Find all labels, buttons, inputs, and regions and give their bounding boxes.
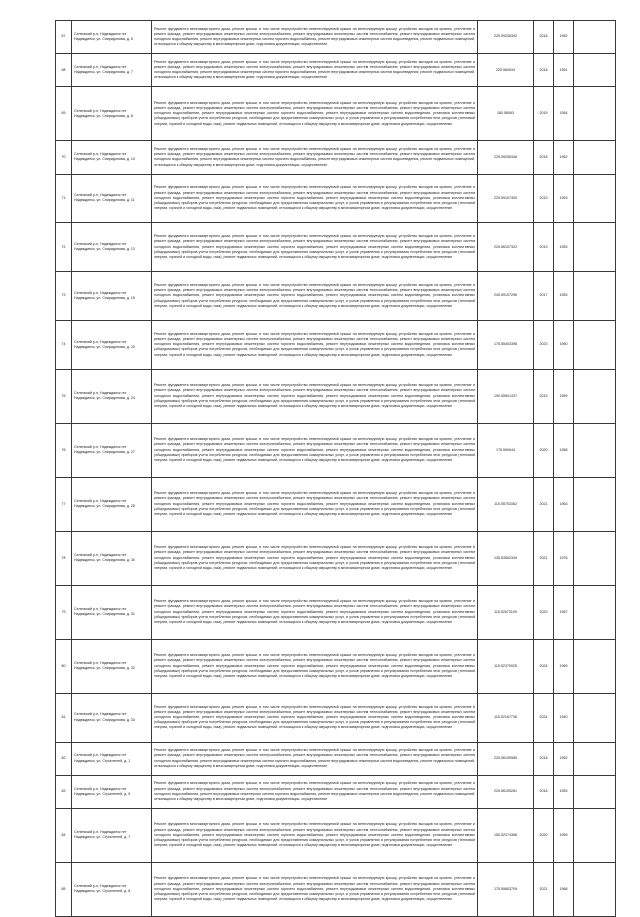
address-cell: Селенский р-н, Надеждинск пгт Надеждинск, ул. Спиридонова, д. 5 (72, 21, 152, 54)
empty-cell (574, 742, 616, 775)
row-number: 69 (56, 87, 72, 141)
address-cell: Селенский р-н, Надеждинск пгт Надеждинск, ул. Спиридонова, д. 28 (72, 477, 152, 531)
works-cell: Ремонт фундамента многоквартирного дома, ремонт крыши, в том числе переустройство невентилируемой крыши на вентилируемую крышу, устройство выходов на кровлю, утепление и ремонт фасада, ремонт внутридомовых инженерных систем электроснабжения, ремонт внутридомовых инженерных систем теплоснабжения, ремонт внутридомовых инженерных систем холодного водоснабжения, ремонт внутридомовых инженерных систем горячего водоснабжения, ремонт внутридомовых инженерных систем водоотведения, установка коллективных (общедомовых) приборов учета потребления ресурсов, необходимых для предоставления коммунальных услуг, и узлов управления и регулирования потребления этих ресурсов (тепловой энергии, горячей и холодной воды, газа), ремонт подвальных помещений, относящихся к общему имуществу в многоквартирном доме, подготовка документации, осуществление (152, 693, 478, 742)
cadastral-value-cell: 115.55703352 (478, 477, 534, 531)
works-cell: Ремонт фундамента многоквартирного дома, ремонт крыши, в том числе переустройство невентилируемой крыши на вентилируемую крышу, устройство выходов на кровлю, утепление и ремонт фасада, ремонт внутридомовых инженерных систем электроснабжения, ремонт внутридомовых инженерных систем теплоснабжения, ремонт внутридомовых инженерных систем холодного водоснабжения, ремонт внутридомовых инженерных систем горячего водоснабжения, ремонт внутридомовых инженерных систем водоотведения, установка коллективных (общедомовых) приборов учета потребления ресурсов, необходимых для предоставления коммунальных услуг, и узлов управления и регулирования потребления этих ресурсов (тепловой энергии, горячей и холодной воды, газа), ремонт подвальных помещений, относящихся к общему имуществу в многоквартирном доме, подготовка документации, осуществление (152, 639, 478, 693)
address-cell: Селенский р-н, Надеждинск пгт Надеждинск, ул. Спиридонова, д. 33 (72, 693, 152, 742)
table-row (56, 423, 616, 477)
cadastral-value-cell: 225.59208346 (478, 141, 534, 174)
address-cell: Селенский р-н, Надеждинск пгт Надеждинск, ул. Спиридонова, д. 11 (72, 174, 152, 223)
works-cell: Ремонт фундамента многоквартирного дома, ремонт крыши, в том числе переустройство невентилируемой крыши на вентилируемую крышу, устройство выходов на кровлю, утепление и ремонт фасада, ремонт внутридомовых инженерных систем электроснабжения, ремонт внутридомовых инженерных систем теплоснабжения, ремонт внутридомовых инженерных систем холодного водоснабжения, ремонт внутридомовых инженерных систем горячего водоснабжения, ремонт внутридомовых инженерных систем водоотведения, установка коллективных (общедомовых) приборов учета потребления ресурсов, необходимых для предоставления коммунальных услуг, и узлов управления и регулирования потребления этих ресурсов (тепловой энергии, горячей и холодной воды, газа), ремонт подвальных помещений, относящихся к общему имуществу в многоквартирном доме, подготовка документации, осуществление (152, 87, 478, 141)
empty-cell (574, 775, 616, 808)
empty-cell (574, 693, 616, 742)
address-cell: Селенский р-н, Надеждинск пгт Надеждинск, ул. Спиридонова, д. 8 (72, 87, 152, 141)
cadastral-value-cell: 115.52673109 (478, 585, 534, 639)
row-number: 68 (56, 54, 72, 87)
build-year-cell: 1969 (554, 639, 574, 693)
cadastral-value-cell: 190.55501437 (478, 369, 534, 423)
works-cell: Ремонт фундамента многоквартирного дома, ремонт крыши, в том числе переустройство невентилируемой крыши на вентилируемую крышу, устройство выходов на кровлю, утепление и ремонт фасада, ремонт внутридомовых инженерных систем электроснабжения, ремонт внутридомовых инженерных систем теплоснабжения, ремонт внутридомовых инженерных систем холодного водоснабжения, ремонт внутридомовых инженерных систем горячего водоснабжения, ремонт внутридомовых инженерных систем водоотведения, установка коллективных (общедомовых) приборов учета потребления ресурсов, необходимых для предоставления коммунальных услуг, и узлов управления и регулирования потребления этих ресурсов (тепловой энергии, горячей и холодной воды, газа), ремонт подвальных помещений, относящихся к общему имуществу в многоквартирном доме, подготовка документации, осуществление (152, 477, 478, 531)
table-row (56, 585, 616, 639)
cadastral-value-cell: 115.52370925 (478, 639, 534, 693)
works-cell: Ремонт фундамента многоквартирного дома, ремонт крыши, в том числе переустройство невентилируемой крыши на вентилируемую крышу, устройство выходов на кровлю, утепление и ремонт фасада, ремонт внутридомовых инженерных систем электроснабжения, ремонт внутридомовых инженерных систем теплоснабжения, ремонт внутридомовых инженерных систем холодного водоснабжения, ремонт внутридомовых инженерных систем горячего водоснабжения, ремонт внутридомовых инженерных систем водоотведения, установка коллективных (общедомовых) приборов учета потребления ресурсов, необходимых для предоставления коммунальных услуг, и узлов управления и регулирования потребления этих ресурсов (тепловой энергии, горячей и холодной воды, газа), ремонт подвальных помещений, относящихся к общему имуществу в многоквартирном доме, подготовка документации, осуществление (152, 862, 478, 916)
row-number: 72 (56, 223, 72, 272)
build-year-cell: 1940 (554, 693, 574, 742)
table-row (56, 223, 616, 272)
address-cell: Селенский р-н, Надеждинск пгт Надеждинск, ул. Спиридонова, д. 20 (72, 320, 152, 369)
address-cell: Селенский р-н, Надеждинск пгт Надеждинск, ул. Спиридонова, д. 30 (72, 531, 152, 585)
cadastral-value-cell: 225.56107322 (478, 223, 534, 272)
address-cell: Селенский р-н, Надеждинск пгт Надеждинск, ул. Спиридонова, д. 15 (72, 272, 152, 321)
build-year-cell: 1967 (554, 585, 574, 639)
build-year-cell: 1954 (554, 87, 574, 141)
row-number: 85 (56, 862, 72, 916)
build-year-cell: 1963 (554, 477, 574, 531)
cadastral-value-cell: 175.590644 (478, 423, 534, 477)
empty-cell (574, 585, 616, 639)
address-cell: Селенский р-н, Надеждинск пгт Надеждинск, ул. Спиридонова, д. 13 (72, 223, 152, 272)
row-number: 75 (56, 369, 72, 423)
row-number: 73 (56, 272, 72, 321)
planned-year-cell: 2021 (534, 531, 554, 585)
table-row (56, 21, 616, 54)
address-cell: Селенский р-н, Надеждинск пгт Надеждинск, ул. Строителей, д. 7 (72, 808, 152, 862)
row-number: 83 (56, 775, 72, 808)
planned-year-cell: 2020 (534, 808, 554, 862)
row-number: 81 (56, 693, 72, 742)
table-row (56, 369, 616, 423)
row-number: 84 (56, 808, 72, 862)
works-cell: Ремонт фундамента многоквартирного дома, ремонт крыши, в том числе переустройство невентилируемой крыши на вентилируемую крышу, устройство выходов на кровлю, утепление и ремонт фасада, ремонт внутридомовых инженерных систем электроснабжения, ремонт внутридомовых инженерных систем теплоснабжения, ремонт внутридомовых инженерных систем холодного водоснабжения, ремонт внутридомовых инженерных систем горячего водоснабжения, ремонт внутридомовых инженерных систем водоотведения, установка коллективных (общедомовых) приборов учета потребления ресурсов, необходимых для предоставления коммунальных услуг, и узлов управления и регулирования потребления этих ресурсов (тепловой энергии, горячей и холодной воды, газа), ремонт подвальных помещений, относящихся к общему имуществу в многоквартирном доме, подготовка документации, осуществление (152, 531, 478, 585)
cadastral-value-cell: 180.56063 (478, 87, 534, 141)
cadastral-value-cell: 115.52167736 (478, 693, 534, 742)
planned-year-cell: 2017 (534, 272, 554, 321)
row-number: 74 (56, 320, 72, 369)
planned-year-cell: 2024 (534, 639, 554, 693)
row-number: 77 (56, 477, 72, 531)
empty-cell (574, 808, 616, 862)
row-number: 78 (56, 531, 72, 585)
row-number: 80 (56, 639, 72, 693)
planned-year-cell: 2021 (534, 477, 554, 531)
empty-cell (574, 639, 616, 693)
empty-cell (574, 223, 616, 272)
cadastral-value-cell: 225.56105281 (478, 775, 534, 808)
empty-cell (574, 862, 616, 916)
empty-cell (574, 272, 616, 321)
table-row (56, 808, 616, 862)
works-cell: Ремонт фундамента многоквартирного дома, ремонт крыши, в том числе переустройство невентилируемой крыши на вентилируемую крышу, устройство выходов на кровлю, утепление и ремонт фасада, ремонт внутридомовых инженерных систем электроснабжения, ремонт внутридомовых инженерных систем теплоснабжения, ремонт внутридомовых инженерных систем холодного водоснабжения, ремонт внутридомовых инженерных систем горячего водоснабжения, ремонт внутридомовых инженерных систем водоотведения, установка коллективных (общедомовых) приборов учета потребления ресурсов, необходимых для предоставления коммунальных услуг, и узлов управления и регулирования потребления этих ресурсов (тепловой энергии, горячей и холодной воды, газа), ремонт подвальных помещений, относящихся к общему имуществу в многоквартирном доме, подготовка документации, осуществление (152, 585, 478, 639)
build-year-cell: 1953 (554, 223, 574, 272)
build-year-cell: 1976 (554, 531, 574, 585)
cadastral-value-cell: 175.55403398 (478, 320, 534, 369)
planned-year-cell: 2024 (534, 693, 554, 742)
address-cell: Селенский р-н, Надеждинск пгт Надеждинск, ул. Спиридонова, д. 10 (72, 141, 152, 174)
table-row (56, 639, 616, 693)
address-cell: Селенский р-н, Надеждинск пгт Надеждинск, ул. Спиридонова, д. 32 (72, 639, 152, 693)
build-year-cell: 1960 (554, 320, 574, 369)
build-year-cell: 1951 (554, 54, 574, 87)
row-number: 70 (56, 141, 72, 174)
empty-cell (574, 174, 616, 223)
build-year-cell: 1952 (554, 141, 574, 174)
planned-year-cell: 2020 (534, 423, 554, 477)
address-cell: Селенский р-н, Надеждинск пгт Надеждинск, ул. Спиридонова, д. 24 (72, 369, 152, 423)
empty-cell (574, 477, 616, 531)
row-number: 79 (56, 585, 72, 639)
address-cell: Селенский р-н, Надеждинск пгт Надеждинск, ул. Спиридонова, д. 31 (72, 585, 152, 639)
works-cell: Ремонт фундамента многоквартирного дома, ремонт крыши, в том числе переустройство невентилируемой крыши на вентилируемую крышу, устройство выходов на кровлю, утепление и ремонт фасада, ремонт внутридомовых инженерных систем электроснабжения, ремонт внутридомовых инженерных систем теплоснабжения, ремонт внутридомовых инженерных систем холодного водоснабжения, ремонт внутридомовых инженерных систем горячего водоснабжения, ремонт внутридомовых инженерных систем водоотведения, ремонт подвальных помещений, относящихся к общему имуществу в многоквартирном доме, подготовка документации, осуществление (152, 141, 478, 174)
empty-cell (574, 141, 616, 174)
empty-cell (574, 423, 616, 477)
planned-year-cell: 2018 (534, 21, 554, 54)
cadastral-value-cell: 240.59107296 (478, 272, 534, 321)
table-row (56, 54, 616, 87)
address-cell: Селенский р-н, Надеждинск пгт Надеждинск, ул. Строителей, д. 5 (72, 775, 152, 808)
table-row (56, 87, 616, 141)
planned-year-cell: 2023 (534, 585, 554, 639)
build-year-cell: 1959 (554, 369, 574, 423)
planned-year-cell: 2023 (534, 320, 554, 369)
table-row (56, 693, 616, 742)
planned-year-cell: 2018 (534, 775, 554, 808)
table-row (56, 320, 616, 369)
address-cell: Селенский р-н, Надеждинск пгт Надеждинск, ул. Спиридонова, д. 7 (72, 54, 152, 87)
cadastral-value-cell: 225.59208392 (478, 21, 534, 54)
empty-cell (574, 87, 616, 141)
planned-year-cell: 2018 (534, 141, 554, 174)
row-number: 82 (56, 742, 72, 775)
row-number: 76 (56, 423, 72, 477)
table-row (56, 272, 616, 321)
build-year-cell: 1953 (554, 272, 574, 321)
empty-cell (574, 21, 616, 54)
cadastral-value-cell: 135.53062349 (478, 531, 534, 585)
cadastral-value-cell: 225.59107409 (478, 174, 534, 223)
table-row (56, 141, 616, 174)
build-year-cell: 1952 (554, 742, 574, 775)
build-year-cell: 1958 (554, 423, 574, 477)
address-cell: Селенский р-н, Надеждинск пгт Надеждинск, ул. Строителей, д. 1 (72, 742, 152, 775)
table-row (56, 174, 616, 223)
works-cell: Ремонт фундамента многоквартирного дома, ремонт крыши, в том числе переустройство невентилируемой крыши на вентилируемую крышу, устройство выходов на кровлю, утепление и ремонт фасада, ремонт внутридомовых инженерных систем электроснабжения, ремонт внутридомовых инженерных систем теплоснабжения, ремонт внутридомовых инженерных систем холодного водоснабжения, ремонт внутридомовых инженерных систем горячего водоснабжения, ремонт внутридомовых инженерных систем водоотведения, ремонт подвальных помещений, относящихся к общему имуществу в многоквартирном доме, подготовка документации, осуществление (152, 54, 478, 87)
works-cell: Ремонт фундамента многоквартирного дома, ремонт крыши, в том числе переустройство невентилируемой крыши на вентилируемую крышу, устройство выходов на кровлю, утепление и ремонт фасада, ремонт внутридомовых инженерных систем электроснабжения, ремонт внутридомовых инженерных систем теплоснабжения, ремонт внутридомовых инженерных систем холодного водоснабжения, ремонт внутридомовых инженерных систем горячего водоснабжения, ремонт внутридомовых инженерных систем водоотведения, установка коллективных (общедомовых) приборов учета потребления ресурсов, необходимых для предоставления коммунальных услуг, и узлов управления и регулирования потребления этих ресурсов (тепловой энергии, горячей и холодной воды, газа), ремонт подвальных помещений, относящихся к общему имуществу в многоквартирном доме, подготовка документации, осуществление (152, 320, 478, 369)
works-cell: Ремонт фундамента многоквартирного дома, ремонт крыши, в том числе переустройство невентилируемой крыши на вентилируемую крышу, устройство выходов на кровлю, утепление и ремонт фасада, ремонт внутридомовых инженерных систем электроснабжения, ремонт внутридомовых инженерных систем теплоснабжения, ремонт внутридомовых инженерных систем холодного водоснабжения, ремонт внутридомовых инженерных систем горячего водоснабжения, ремонт внутридомовых инженерных систем водоотведения, установка коллективных (общедомовых) приборов учета потребления ресурсов, необходимых для предоставления коммунальных услуг, и узлов управления и регулирования потребления этих ресурсов (тепловой энергии, горячей и холодной воды, газа), ремонт подвальных помещений, относящихся к общему имуществу в многоквартирном доме, подготовка документации, осуществление (152, 808, 478, 862)
empty-cell (574, 369, 616, 423)
empty-cell (574, 320, 616, 369)
works-cell: Ремонт фундамента многоквартирного дома, ремонт крыши, в том числе переустройство невентилируемой крыши на вентилируемую крышу, устройство выходов на кровлю, утепление и ремонт фасада, ремонт внутридомовых инженерных систем электроснабжения, ремонт внутридомовых инженерных систем теплоснабжения, ремонт внутридомовых инженерных систем холодного водоснабжения, ремонт внутридомовых инженерных систем горячего водоснабжения, ремонт внутридомовых инженерных систем водоотведения, установка коллективных (общедомовых) приборов учета потребления ресурсов, необходимых для предоставления коммунальных услуг, и узлов управления и регулирования потребления этих ресурсов (тепловой энергии, горячей и холодной воды, газа), ремонт подвальных помещений, относящихся к общему имуществу в многоквартирном доме, подготовка документации, осуществление (152, 423, 478, 477)
row-number: 71 (56, 174, 72, 223)
build-year-cell: 1952 (554, 21, 574, 54)
cadastral-value-cell: 225.560944 (478, 54, 534, 87)
works-cell: Ремонт фундамента многоквартирного дома, ремонт крыши, в том числе переустройство невентилируемой крыши на вентилируемую крышу, устройство выходов на кровлю, утепление и ремонт фасада, ремонт внутридомовых инженерных систем электроснабжения, ремонт внутридомовых инженерных систем теплоснабжения, ремонт внутридомовых инженерных систем холодного водоснабжения, ремонт внутридомовых инженерных систем горячего водоснабжения, ремонт внутридомовых инженерных систем водоотведения, установка коллективных (общедомовых) приборов учета потребления ресурсов, необходимых для предоставления коммунальных услуг, и узлов управления и регулирования потребления этих ресурсов (тепловой энергии, горячей и холодной воды, газа), ремонт подвальных помещений, относящихся к общему имуществу в многоквартирном доме, подготовка документации, осуществление (152, 174, 478, 223)
build-year-cell: 1959 (554, 808, 574, 862)
table-row (56, 742, 616, 775)
table-row (56, 531, 616, 585)
works-cell: Ремонт фундамента многоквартирного дома, ремонт крыши, в том числе переустройство невентилируемой крыши на вентилируемую крышу, устройство выходов на кровлю, утепление и ремонт фасада, ремонт внутридомовых инженерных систем электроснабжения, ремонт внутридомовых инженерных систем теплоснабжения, ремонт внутридомовых инженерных систем холодного водоснабжения, ремонт внутридомовых инженерных систем горячего водоснабжения, ремонт внутридомовых инженерных систем водоотведения, ремонт подвальных помещений, относящихся к общему имуществу в многоквартирном доме, подготовка документации, осуществление (152, 21, 478, 54)
planned-year-cell: 2019 (534, 174, 554, 223)
works-cell: Ремонт фундамента многоквартирного дома, ремонт крыши, в том числе переустройство невентилируемой крыши на вентилируемую крышу, устройство выходов на кровлю, утепление и ремонт фасада, ремонт внутридомовых инженерных систем электроснабжения, ремонт внутридомовых инженерных систем теплоснабжения, ремонт внутридомовых инженерных систем холодного водоснабжения, ремонт внутридомовых инженерных систем горячего водоснабжения, ремонт внутридомовых инженерных систем водоотведения, установка коллективных (общедомовых) приборов учета потребления ресурсов, необходимых для предоставления коммунальных услуг, и узлов управления и регулирования потребления этих ресурсов (тепловой энергии, горячей и холодной воды, газа), ремонт подвальных помещений, относящихся к общему имуществу в многоквартирном доме, подготовка документации, осуществление (152, 223, 478, 272)
cadastral-value-cell: 175.55803709 (478, 862, 534, 916)
row-number: 67 (56, 21, 72, 54)
planned-year-cell: 2018 (534, 54, 554, 87)
table-row (56, 775, 616, 808)
build-year-cell: 1953 (554, 174, 574, 223)
works-cell: Ремонт фундамента многоквартирного дома, ремонт крыши, в том числе переустройство невентилируемой крыши на вентилируемую крышу, устройство выходов на кровлю, утепление и ремонт фасада, ремонт внутридомовых инженерных систем электроснабжения, ремонт внутридомовых инженерных систем теплоснабжения, ремонт внутридомовых инженерных систем холодного водоснабжения, ремонт внутридомовых инженерных систем горячего водоснабжения, ремонт внутридомовых инженерных систем водоотведения, установка коллективных (общедомовых) приборов учета потребления ресурсов, необходимых для предоставления коммунальных услуг, и узлов управления и регулирования потребления этих ресурсов (тепловой энергии, горячей и холодной воды, газа), ремонт подвальных помещений, относящихся к общему имуществу в многоквартирном доме, подготовка документации, осуществление (152, 272, 478, 321)
empty-cell (574, 531, 616, 585)
works-schedule-table (55, 20, 616, 917)
address-cell: Селенский р-н, Надеждинск пгт Надеждинск, ул. Строителей, д. 8 (72, 862, 152, 916)
table-row (56, 862, 616, 916)
works-cell: Ремонт фундамента многоквартирного дома, ремонт крыши, в том числе переустройство невентилируемой крыши на вентилируемую крышу, устройство выходов на кровлю, утепление и ремонт фасада, ремонт внутридомовых инженерных систем электроснабжения, ремонт внутридомовых инженерных систем теплоснабжения, ремонт внутридомовых инженерных систем холодного водоснабжения, ремонт внутридомовых инженерных систем горячего водоснабжения, ремонт внутридомовых инженерных систем водоотведения, ремонт подвальных помещений, относящихся к общему имуществу в многоквартирном доме, подготовка документации, осуществление (152, 775, 478, 808)
build-year-cell: 1968 (554, 862, 574, 916)
planned-year-cell: 2019 (534, 369, 554, 423)
address-cell: Селенский р-н, Надеждинск пгт Надеждинск, ул. Спиридонова, д. 27 (72, 423, 152, 477)
build-year-cell: 1953 (554, 775, 574, 808)
planned-year-cell: 2021 (534, 862, 554, 916)
planned-year-cell: 2019 (534, 87, 554, 141)
cadastral-value-cell: 150.52374368 (478, 808, 534, 862)
empty-cell (574, 54, 616, 87)
planned-year-cell: 2018 (534, 742, 554, 775)
works-cell: Ремонт фундамента многоквартирного дома, ремонт крыши, в том числе переустройство невентилируемой крыши на вентилируемую крышу, устройство выходов на кровлю, утепление и ремонт фасада, ремонт внутридомовых инженерных систем электроснабжения, ремонт внутридомовых инженерных систем теплоснабжения, ремонт внутридомовых инженерных систем холодного водоснабжения, ремонт внутридомовых инженерных систем горячего водоснабжения, ремонт внутридомовых инженерных систем водоотведения, установка коллективных (общедомовых) приборов учета потребления ресурсов, необходимых для предоставления коммунальных услуг, и узлов управления и регулирования потребления этих ресурсов (тепловой энергии, горячей и холодной воды, газа), ремонт подвальных помещений, относящихся к общему имуществу в многоквартирном доме, подготовка документации, осуществление (152, 369, 478, 423)
table-row (56, 477, 616, 531)
cadastral-value-cell: 225.56105985 (478, 742, 534, 775)
planned-year-cell: 2019 (534, 223, 554, 272)
works-cell: Ремонт фундамента многоквартирного дома, ремонт крыши, в том числе переустройство невентилируемой крыши на вентилируемую крышу, устройство выходов на кровлю, утепление и ремонт фасада, ремонт внутридомовых инженерных систем электроснабжения, ремонт внутридомовых инженерных систем теплоснабжения, ремонт внутридомовых инженерных систем холодного водоснабжения, ремонт внутридомовых инженерных систем горячего водоснабжения, ремонт внутридомовых инженерных систем водоотведения, ремонт подвальных помещений, относящихся к общему имуществу в многоквартирном доме, подготовка документации, осуществление (152, 742, 478, 775)
table-body (56, 21, 616, 917)
